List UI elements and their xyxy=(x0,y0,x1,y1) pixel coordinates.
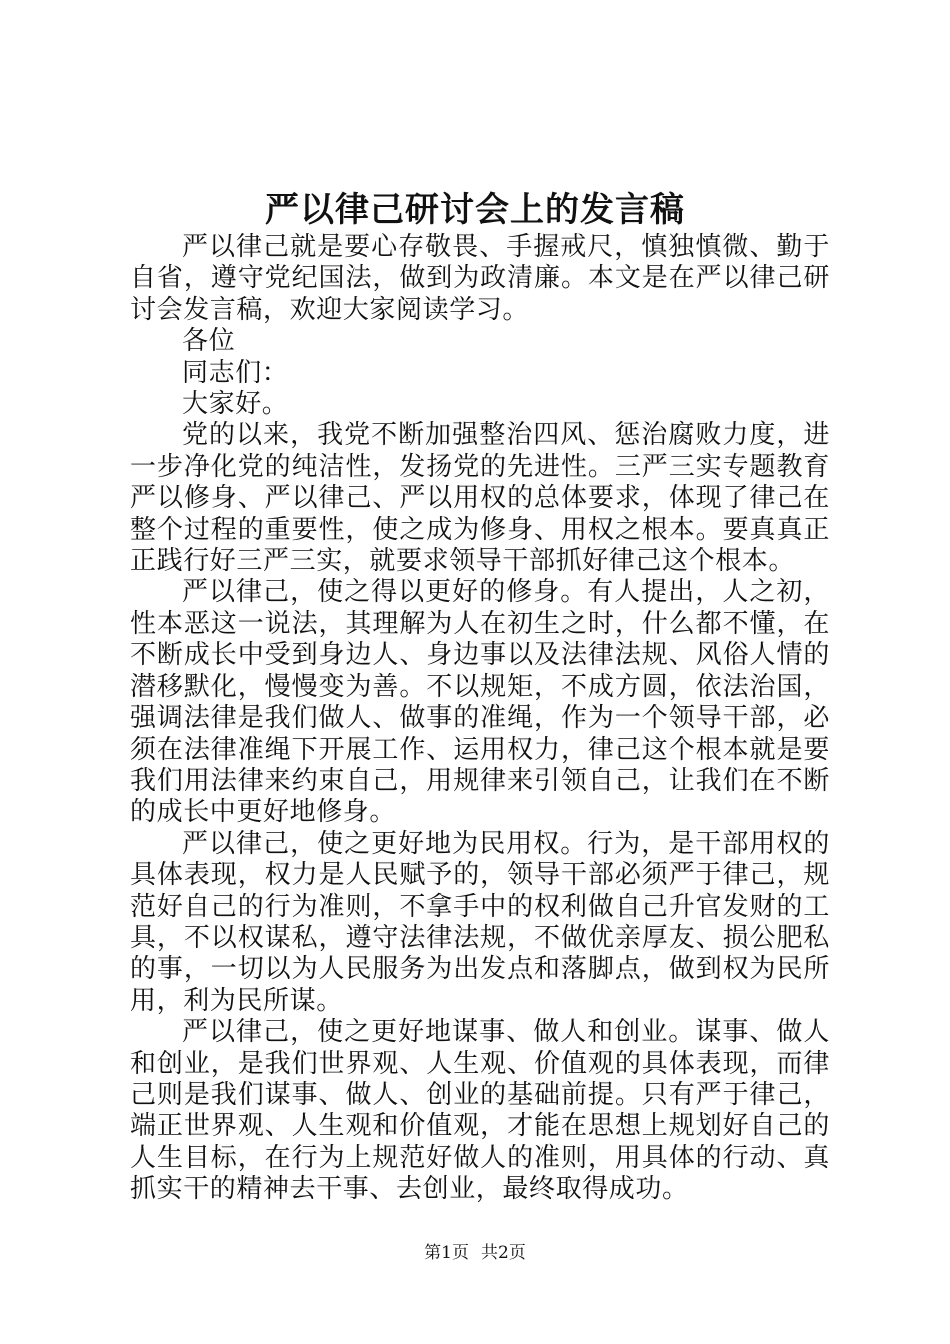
body-paragraph: 严以律己，使之更好地为民用权。行为，是干部用权的具体表现，权力是人民赋予的，领导干部必须严于律己，规范好自己的行为准则，不拿手中的权利做自己升官发财的工具，不以权谋私，遵守法律法规，不做优亲厚友、损公肥私的事，一切以为人民服务为出发点和落脚点，做到权为民所用，利为民所谋。 xyxy=(130,828,830,1016)
salutation-line: 各位 xyxy=(182,326,236,357)
body-paragraph: 严以律己，使之得以更好的修身。有人提出，人之初，性本恶这一说法，其理解为人在初生之时，什么都不懂，在不断成长中受到身边人、身边事以及法律法规、风俗人情的潜移默化，慢慢变为善。不以规矩，不成方圆，依法治国，强调法律是我们做人、做事的准绳，作为一个领导干部，必须在法律准绳下开展工作、运用权力，律己这个根本就是要我们用法律来约束自己，用规律来引领自己，让我们在不断的成长中更好地修身。 xyxy=(130,577,830,828)
intro-paragraph: 严以律己就是要心存敬畏、手握戒尺，慎独慎微、勤于自省，遵守党纪国法，做到为政清廉。本文是在严以律己研讨会发言稿，欢迎大家阅读学习。 xyxy=(130,232,830,325)
salutation-line: 同志们： xyxy=(182,357,289,388)
greeting-line: 大家好。 xyxy=(182,389,289,420)
page-total: 共2页 xyxy=(481,1243,526,1263)
body-paragraph: 党的以来，我党不断加强整治四风、惩治腐败力度，进一步净化党的纯洁性，发扬党的先进性。三严三实专题教育严以修身、严以律己、严以用权的总体要求，体现了律己在整个过程的重要性，使之成为修身、用权之根本。要真真正正践行好三严三实，就要求领导干部抓好律己这个根本。 xyxy=(130,420,830,577)
page-footer xyxy=(0,1241,950,1265)
document-title: 严以律己研讨会上的发言稿 xyxy=(265,190,685,230)
page-number: 第1页 xyxy=(424,1243,469,1263)
body-paragraph: 严以律己，使之更好地谋事、做人和创业。谋事、做人和创业，是我们世界观、人生观、价值观的具体表现，而律己则是我们谋事、做人、创业的基础前提。只有严于律己，端正世界观、人生观和价值观，才能在思想上规划好自己的人生目标，在行为上规范好做人的准则，用具体的行动、真抓实干的精神去干事、去创业，最终取得成功。 xyxy=(130,1017,830,1205)
document-body xyxy=(130,232,830,1206)
